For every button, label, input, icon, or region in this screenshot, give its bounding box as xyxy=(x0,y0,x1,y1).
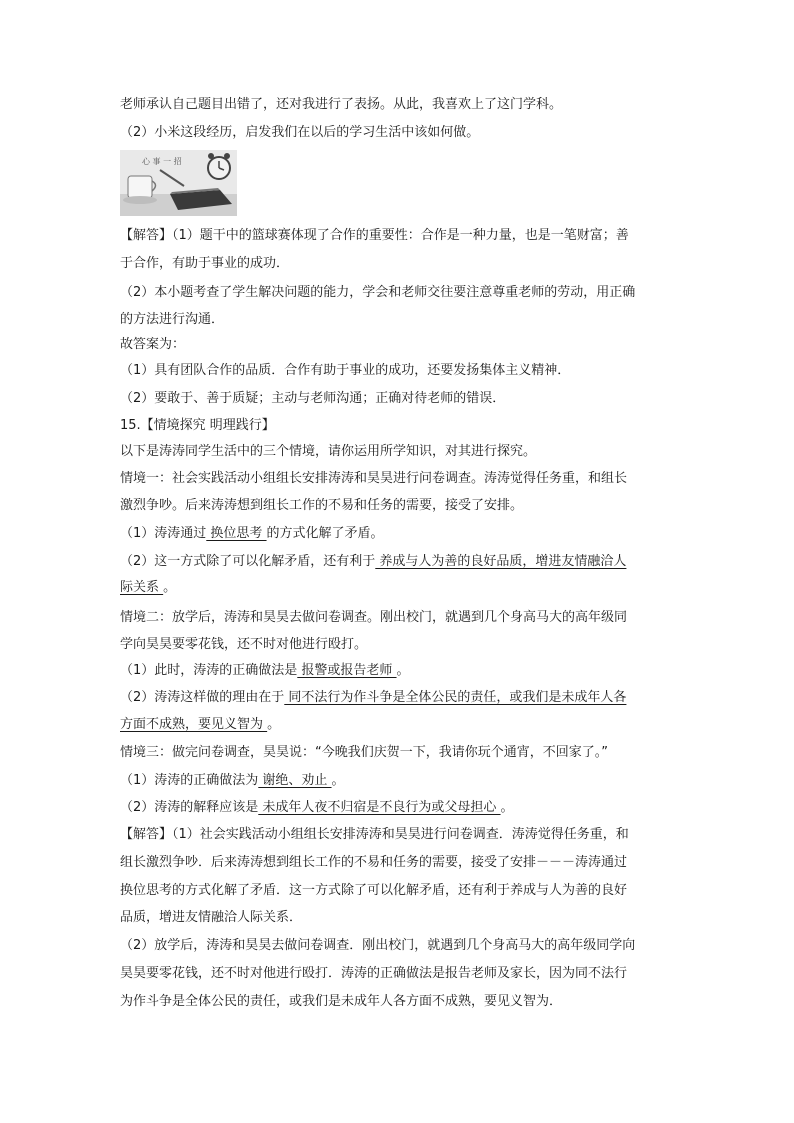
answer-line: （1）具有团队合作的品质．合作有助于事业的成功，还要发扬集体主义精神． xyxy=(120,363,571,378)
fill-blank-line xyxy=(120,553,626,571)
blank-answer: 同不法行为作斗争是全体公民的责任，或我们是未成年人各 xyxy=(284,690,627,705)
blank-prefix: （1）涛涛的正确做法为 xyxy=(120,773,259,788)
blank-suffix: 的方式化解了矛盾。 xyxy=(266,526,384,541)
fill-blank-line xyxy=(120,799,514,817)
question-title: 15.【情境探究 明理践行】 xyxy=(120,418,275,433)
blank-suffix: 。 xyxy=(163,580,177,595)
blank-suffix: 。 xyxy=(267,717,281,732)
illustration-image xyxy=(120,150,237,216)
fill-blank-line xyxy=(120,772,345,790)
blank-prefix: （2）这一方式除了可以化解矛盾，还有利于 xyxy=(120,554,376,569)
scenario-line: 激烈争吵。后来涛涛想到组长工作的不易和任务的需要，接受了安排。 xyxy=(120,498,524,513)
blank-prefix: （1）涛涛通过 xyxy=(120,526,207,541)
explanation-line: 【解答】（1）社会实践活动小组组长安排涛涛和昊昊进行问卷调查．涛涛觉得任务重，和 xyxy=(120,827,629,842)
blank-answer: 方面不成熟，要见义智为 xyxy=(120,717,268,732)
answer-line: 【解答】（1）题干中的篮球赛体现了合作的重要性：合作是一种力量，也是一笔财富；善 xyxy=(120,228,629,243)
explanation-line: 品质，增进友情融洽人际关系． xyxy=(120,910,303,925)
fill-blank-line xyxy=(120,689,626,707)
fill-blank-line xyxy=(120,525,384,543)
image-caption-glyphs: 心 事 一 招 xyxy=(142,157,182,166)
answer-heading: 故答案为： xyxy=(120,337,186,352)
scenario-line: 情境二：放学后，涛涛和昊昊去做问卷调查。刚出校门，就遇到几个身高马大的高年级同 xyxy=(120,610,628,625)
explanation-line: 换位思考的方式化解了矛盾．这一方式除了可以化解矛盾，还有利于养成与人为善的良好 xyxy=(120,883,628,898)
answer-line: （2）要敢于、善于质疑；主动与老师沟通；正确对待老师的错误． xyxy=(120,391,506,406)
answer-line: 的方法进行沟通． xyxy=(120,312,225,327)
blank-suffix: 。 xyxy=(331,773,345,788)
scenario-line: 情境一：社会实践活动小组组长安排涛涛和昊昊进行问卷调查。涛涛觉得任务重，和组长 xyxy=(120,471,628,486)
scenario-line: 情境三：做完问卷调查，昊昊说：“今晚我们庆贺一下，我请你玩个通宵，不回家了。” xyxy=(120,745,608,760)
explanation-line: 组长激烈争吵．后来涛涛想到组长工作的不易和任务的需要，接受了安排－－－涛涛通过 xyxy=(120,855,628,870)
blank-prefix: （2）涛涛这样做的理由在于 xyxy=(120,690,285,705)
text-line: 老师承认自己题目出错了，还对我进行了表扬。从此，我喜欢上了这门学科。 xyxy=(120,97,563,112)
blank-suffix: 。 xyxy=(396,663,410,678)
blank-prefix: （2）涛涛的解释应该是 xyxy=(120,800,259,815)
blank-answer: 际关系 xyxy=(120,580,164,595)
question-line: （2）小米这段经历，启发我们在以后的学习生活中该如何做。 xyxy=(120,125,480,140)
blank-suffix: 。 xyxy=(500,800,514,815)
blank-answer: 报警或报告老师 xyxy=(297,663,397,678)
answer-line: 于合作，有助于事业的成功． xyxy=(120,256,290,271)
blank-answer: 养成与人为善的良好品质，增进友情融洽人 xyxy=(375,554,627,569)
blank-answer: 换位思考 xyxy=(206,526,267,541)
fill-blank-line xyxy=(120,579,176,597)
blank-answer: 未成年人夜不归宿是不良行为或父母担心 xyxy=(258,800,501,815)
explanation-line: 昊昊要零花钱，还不时对他进行殴打．涛涛的正确做法是报告老师及家长，因为同不法行 xyxy=(120,966,628,981)
blank-answer: 谢绝、劝止 xyxy=(258,773,332,788)
fill-blank-line xyxy=(120,662,410,680)
fill-blank-line xyxy=(120,716,280,734)
scenario-line: 学向昊昊要零花钱，还不时对他进行殴打。 xyxy=(120,637,368,652)
answer-line: （2）本小题考查了学生解决问题的能力，学会和老师交往要注意尊重老师的劳动，用正确 xyxy=(120,285,636,300)
explanation-line: 为作斗争是全体公民的责任，或我们是未成年人各方面不成熟，要见义智为． xyxy=(120,994,563,1009)
question-intro: 以下是涛涛同学生活中的三个情境，请你运用所学知识，对其进行探究。 xyxy=(120,444,537,459)
explanation-line: （2）放学后，涛涛和昊昊去做问卷调查．刚出校门，就遇到几个身高马大的高年级同学向 xyxy=(120,938,636,953)
blank-prefix: （1）此时，涛涛的正确做法是 xyxy=(120,663,298,678)
